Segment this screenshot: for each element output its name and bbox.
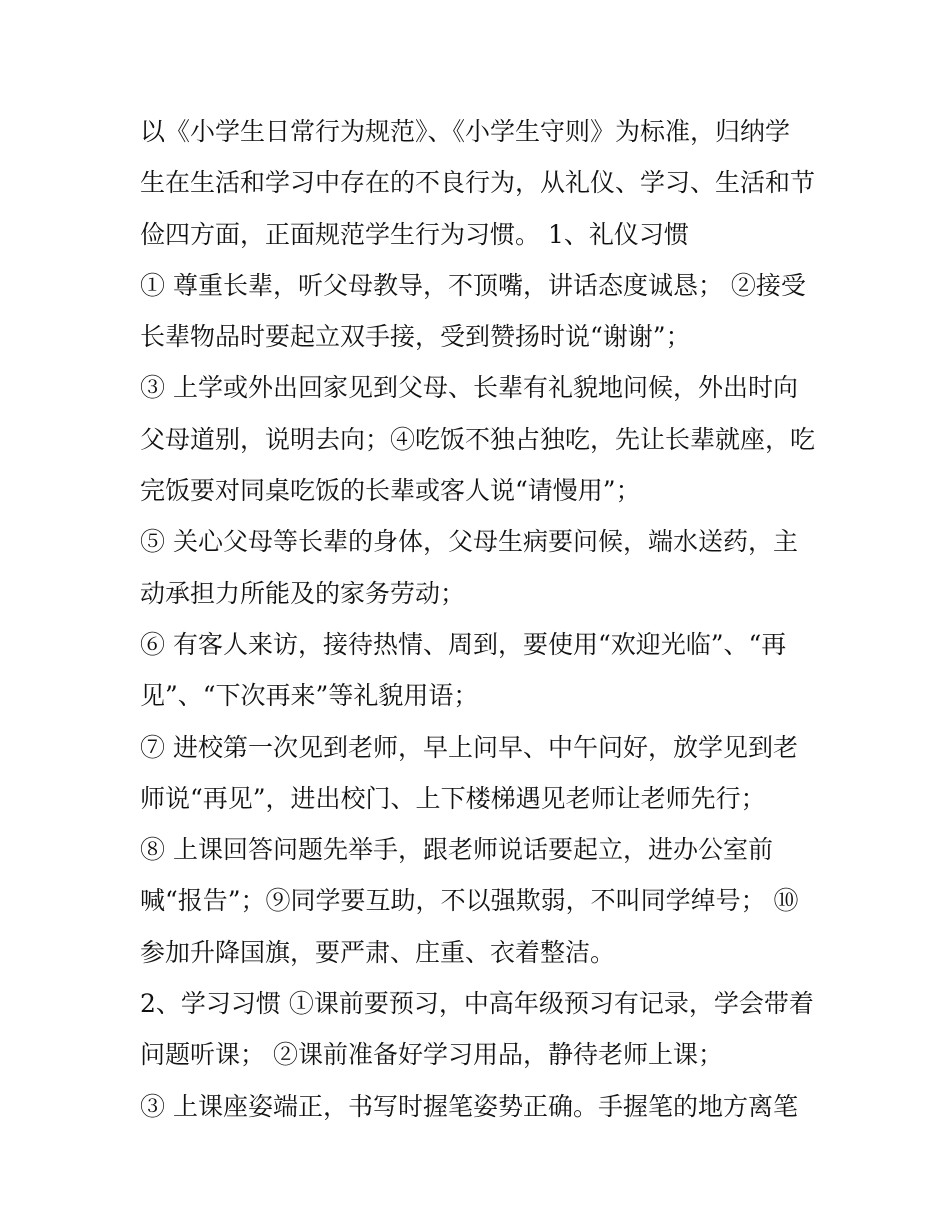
text-line: 师说“再见”，进出校门、上下楼梯遇见老师让老师先行； xyxy=(140,783,766,813)
text-line: 生在生活和学习中存在的不良行为，从礼仪、学习、生活和节 xyxy=(140,168,816,198)
text-line: ① 尊重长辈，听父母教导，不顶嘴，讲话态度诚恳； ②接受 xyxy=(140,270,806,300)
text-line: ⑧ 上课回答问题先举手，跟老师说话要起立，进办公室前 xyxy=(140,835,773,865)
text-line: ③ 上学或外出回家见到父母、长辈有礼貌地问候，外出时向 xyxy=(140,373,798,403)
text-line: 喊“报告”；⑨同学要互助，不以强欺弱，不叫同学绰号； ⑩ xyxy=(140,886,799,916)
text-line: 父母道别，说明去向；④吃饭不独占独吃，先让长辈就座，吃 xyxy=(140,424,816,454)
document-body xyxy=(140,106,820,1132)
text-line: 以《小学生日常行为规范》、《小学生守则》为标准，归纳学 xyxy=(140,117,791,146)
text-line: 长辈物品时要起立双手接，受到赞扬时说“谢谢”； xyxy=(140,322,691,352)
text-line: 2、学习习惯 ①课前要预习，中高年级预习有记录，学会带着 xyxy=(140,989,814,1019)
text-line: ③ 上课座姿端正，书写时握笔姿势正确。手握笔的地方离笔 xyxy=(140,1091,798,1121)
text-line: 见”、“下次再来”等礼貌用语； xyxy=(140,681,479,711)
text-line: 俭四方面，正面规范学生行为习惯。 1、礼仪习惯 xyxy=(140,219,689,249)
text-line: 动承担力所能及的家务劳动； xyxy=(140,578,466,608)
text-line: 问题听课； ②课前准备好学习用品，静待老师上课； xyxy=(140,1040,723,1070)
text-line: ⑤ 关心父母等长辈的身体，父母生病要问候，端水送药，主 xyxy=(140,527,798,557)
text-line: 完饭要对同桌吃饭的长辈或客人说“请慢用”； xyxy=(140,476,641,506)
text-line: ⑦ 进校第一次见到老师，早上问早、中午问好，放学见到老 xyxy=(140,732,798,762)
text-line: 参加升降国旗，要严肃、庄重、衣着整洁。 xyxy=(140,937,616,967)
text-line: ⑥ 有客人来访，接待热情、周到，要使用“欢迎光临”、“再 xyxy=(140,629,787,659)
